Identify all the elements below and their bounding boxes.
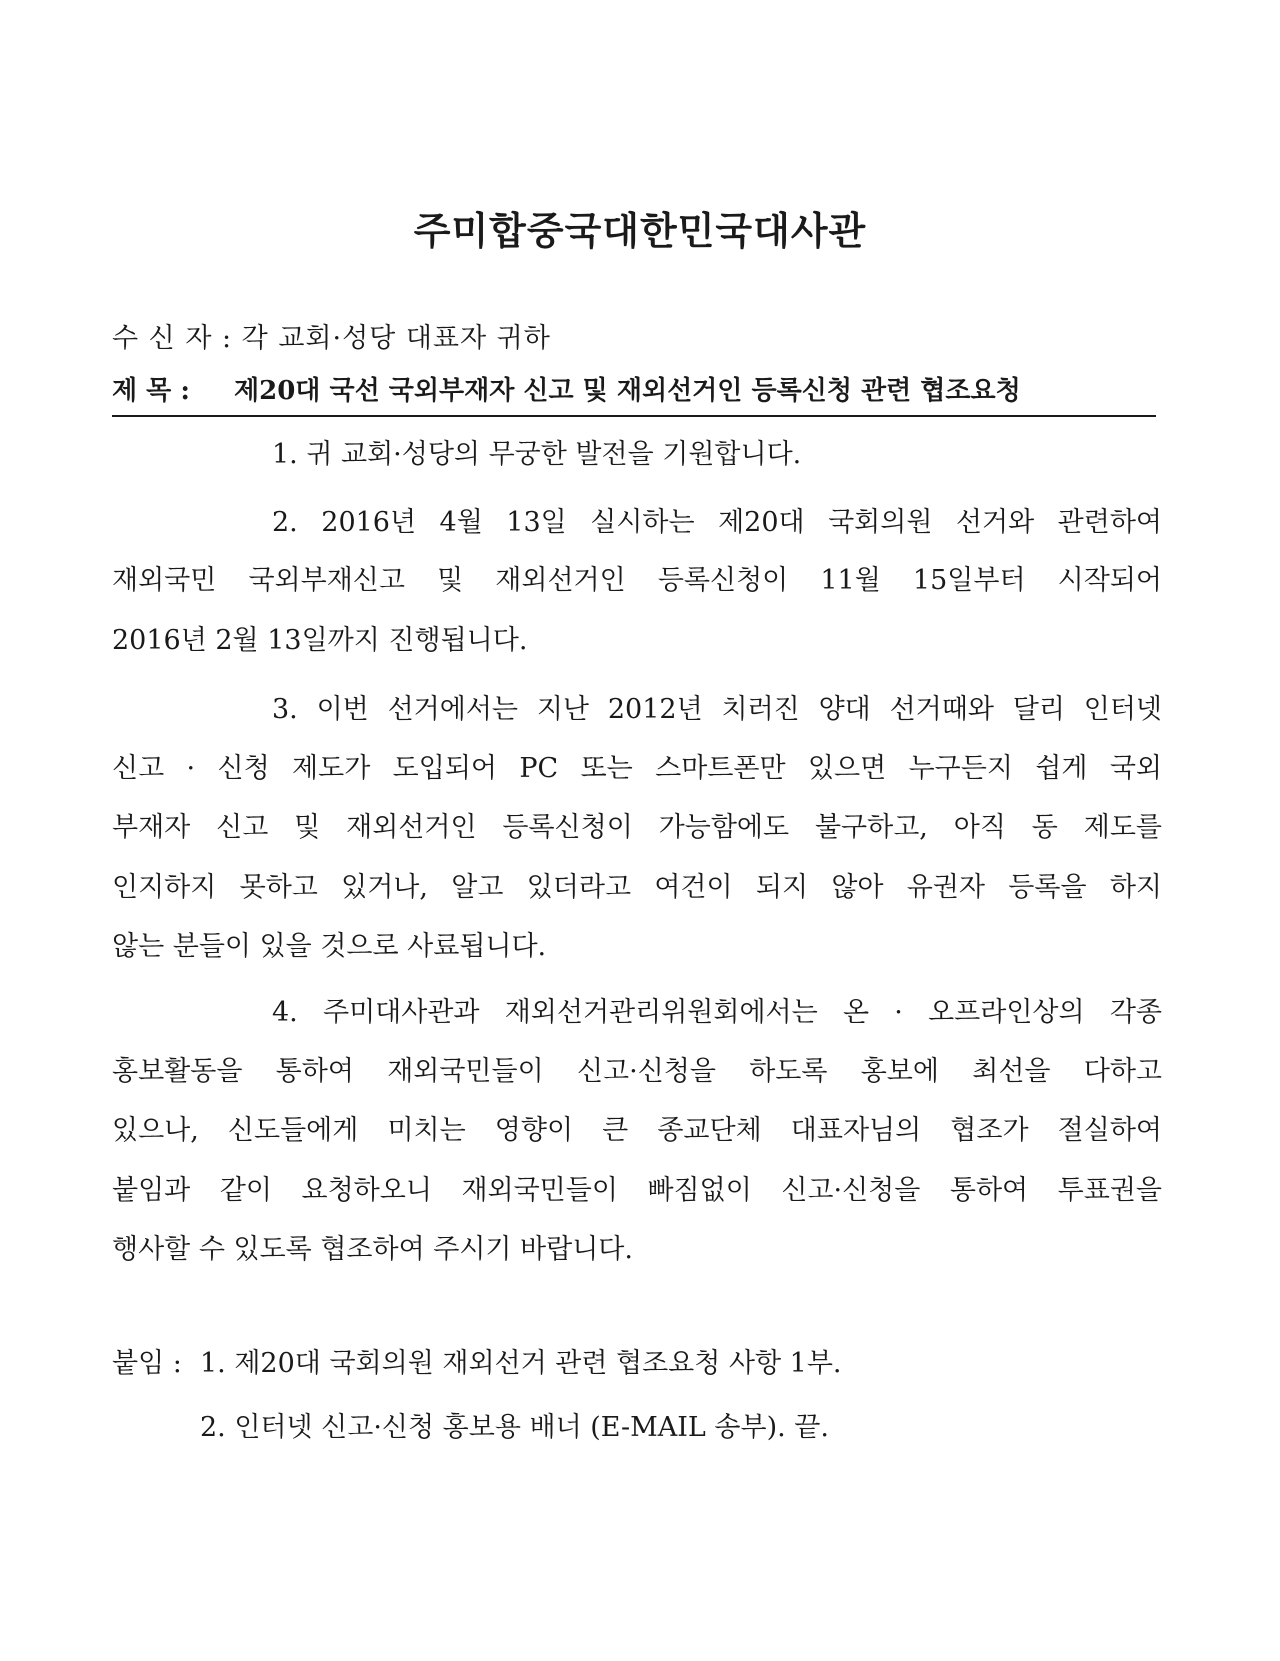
paragraph-4-line-2: 홍보활동을 통하여 재외국민들이 신고·신청을 하도록 홍보에 최선을 다하고 xyxy=(112,1056,1162,1087)
attachment-item-2: 2. 인터넷 신고·신청 홍보용 배너 (E-MAIL 송부). 끝. xyxy=(200,1412,829,1443)
paragraph-4-line-3: 있으나, 신도들에게 미치는 영향이 큰 종교단체 대표자님의 협조가 절실하여 xyxy=(112,1115,1162,1146)
paragraph-3-line-4: 인지하지 못하고 있거나, 알고 있더라고 여건이 되지 않아 유권자 등록을 하지 xyxy=(112,872,1162,903)
attachment-item-1: 1. 제20대 국회의원 재외선거 관련 협조요청 사항 1부. xyxy=(200,1348,842,1379)
recipient-line: 수 신 자 : 각 교회·성당 대표자 귀하 xyxy=(112,323,551,354)
paragraph-3-line-1: 3. 이번 선거에서는 지난 2012년 치러진 양대 선거때와 달리 인터넷 xyxy=(272,694,1162,725)
paragraph-4-line-5: 행사할 수 있도록 협조하여 주시기 바랍니다. xyxy=(112,1234,633,1265)
paragraph-2-line-2: 재외국민 국외부재신고 및 재외선거인 등록신청이 11월 15일부터 시작되어 xyxy=(112,565,1162,596)
paragraph-2-line-3: 2016년 2월 13일까지 진행됩니다. xyxy=(112,625,528,656)
paragraph-2-line-1: 2. 2016년 4월 13일 실시하는 제20대 국회의원 선거와 관련하여 xyxy=(272,507,1162,538)
paragraph-1-line-1: 1. 귀 교회·성당의 무궁한 발전을 기원합니다. xyxy=(272,439,802,470)
paragraph-4-line-1: 4. 주미대사관과 재외선거관리위원회에서는 온 · 오프라인상의 각종 xyxy=(272,997,1162,1028)
paragraph-3-line-2: 신고 · 신청 제도가 도입되어 PC 또는 스마트폰만 있으면 누구든지 쉽게 국외 xyxy=(112,753,1162,784)
subject-text: 제20대 국선 국외부재자 신고 및 재외선거인 등록신청 관련 협조요청 xyxy=(234,376,1021,406)
attachments-label: 붙임 : xyxy=(112,1348,182,1379)
subject-label: 제 목 : xyxy=(112,376,190,406)
paragraph-4-line-4: 붙임과 같이 요청하오니 재외국민들이 빠짐없이 신고·신청을 통하여 투표권을 xyxy=(112,1175,1162,1206)
subject-line xyxy=(112,370,1156,417)
paragraph-3-line-5: 않는 분들이 있을 것으로 사료됩니다. xyxy=(112,931,547,962)
document-title: 주미합중국대한민국대사관 xyxy=(413,208,867,253)
paragraph-3-line-3: 부재자 신고 및 재외선거인 등록신청이 가능함에도 불구하고, 아직 동 제도를 xyxy=(112,812,1162,843)
